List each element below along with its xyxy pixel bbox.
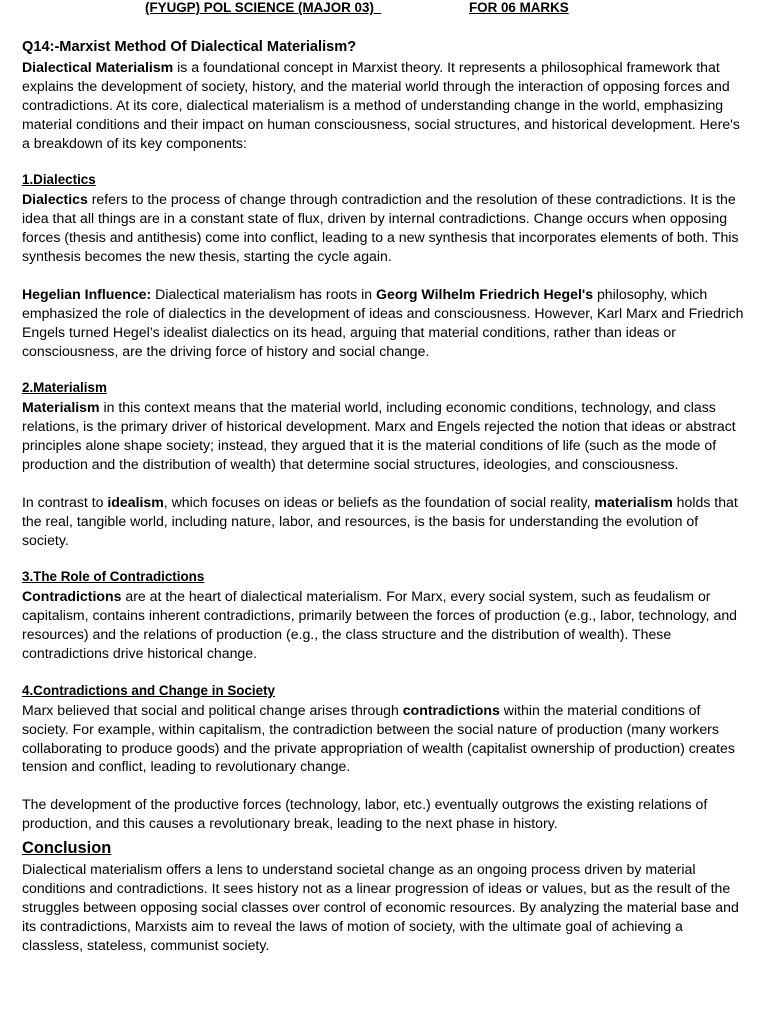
hegelian-text-1: Dialectical materialism has roots in (151, 285, 377, 302)
idealism-contrast-paragraph (22, 493, 746, 550)
change-paragraph (22, 701, 746, 777)
dialectics-paragraph (22, 190, 746, 266)
contradictions-term-2: contradictions (402, 701, 500, 718)
marks-label: FOR 06 MARKS (469, 0, 569, 15)
hegelian-term: Hegelian Influence: (22, 285, 152, 302)
contrast-text-2: , which focuses on ideas or beliefs as the foundation of social reality, (163, 493, 595, 510)
change-text-2: within the material conditions of society. For example, within capitalism, the contradiction between the social nature of production (many workers collaborating to produce goods) and the private appropriation of wealth (capitalist ownership of production) creates tension and conflict, leading to revolutionary change. (22, 701, 735, 775)
change-text-1: Marx believed that social and political change arises through (22, 701, 403, 718)
hegelian-text-2: philosophy, which emphasized the role of dialectics in the development of ideas and consciousness. However, Karl Marx and Friedrich Engels turned Hegel’s idealist dialectics on its head, arguing that material conditions, rather than ideas or consciousness, are the driving force of history and social change. (22, 285, 744, 359)
question-title: Q14:-Marxist Method Of Dialectical Materialism? (22, 39, 357, 55)
intro-text: is a foundational concept in Marxist theory. It represents a philosophical framework that explains the development of society, history, and the material world through the interaction of opposing forces and contradictions. At its core, dialectical materialism is a method of understanding change in the world, emphasizing material conditions and their impact on human consciousness, social structures, and historical development. Here's a breakdown of its key components: (22, 59, 740, 151)
hegel-name: Georg Wilhelm Friedrich Hegel's (376, 285, 594, 302)
conclusion-heading: Conclusion (22, 839, 112, 858)
course-label: (FYUGP) POL SCIENCE (MAJOR 03) (145, 0, 382, 15)
materialism-term-2: materialism (594, 493, 673, 510)
dialectics-term: Dialectics (22, 191, 88, 208)
productive-forces-paragraph: The development of the productive forces (technology, labor, etc.) eventually outgrows the existing relations of production, and this causes a revolutionary break, leading to the next phase in history. (22, 796, 708, 832)
section-heading-change: 4.Contradictions and Change in Society (22, 682, 275, 698)
conclusion-paragraph: Dialectical materialism offers a lens to understand societal change as an ongoing process driven by material conditions and contradictions. It sees history not as a linear progression of ideas or values, but as the result of the struggles between opposing social classes over control of economic resources. By analyzing the material base and its contradictions, Marxists aim to reveal the laws of motion of society, with the ultimate goal of achieving a classless, stateless, communist society. (22, 861, 739, 953)
page-header (0, 0, 768, 18)
contradictions-term: Contradictions (22, 588, 122, 605)
document-body (22, 37, 746, 955)
section-heading-dialectics: 1.Dialectics (22, 172, 96, 188)
contrast-text-3: holds that the real, tangible world, including nature, labor, and resources, is the basis for understanding the evolution of society. (22, 493, 738, 548)
contradictions-paragraph (22, 587, 746, 663)
section-heading-contradictions: 3.The Role of Contradictions (22, 569, 205, 585)
materialism-text: in this context means that the material world, including economic conditions, technology, and class relations, is the primary driver of historical development. Marx and Engels rejected the notion that ideas or abstract principles alone shape society; instead, they argued that it is the material conditions of life (such as the mode of production and the distribution of wealth) that determine social structures, ideologies, and consciousness. (22, 399, 736, 472)
intro-term: Dialectical Materialism (22, 59, 174, 75)
contradictions-text: are at the heart of dialectical materialism. For Marx, every social system, such as feudalism or capitalism, contains inherent contradictions, primarily between the forces of production (e.g., labor, technology, and resources) and the relations of production (e.g., the class structure and the distribution of wealth). These contradictions drive historical change. (22, 588, 737, 662)
intro-paragraph (22, 58, 746, 153)
idealism-term: idealism (107, 493, 164, 510)
hegelian-paragraph (22, 285, 746, 361)
dialectics-text: refers to the process of change through contradiction and the resolution of these contradictions. It is the idea that all things are in a constant state of flux, driven by internal contradictions. Change occurs when opposing forces (thesis and antithesis) come into conflict, leading to a new synthesis that incorporates elements of both. This synthesis becomes the new thesis, starting the cycle again. (22, 191, 739, 265)
materialism-term: Materialism (22, 399, 100, 416)
section-heading-materialism: 2.Materialism (22, 380, 107, 396)
contrast-text-1: In contrast to (22, 493, 108, 510)
materialism-paragraph (22, 398, 746, 474)
